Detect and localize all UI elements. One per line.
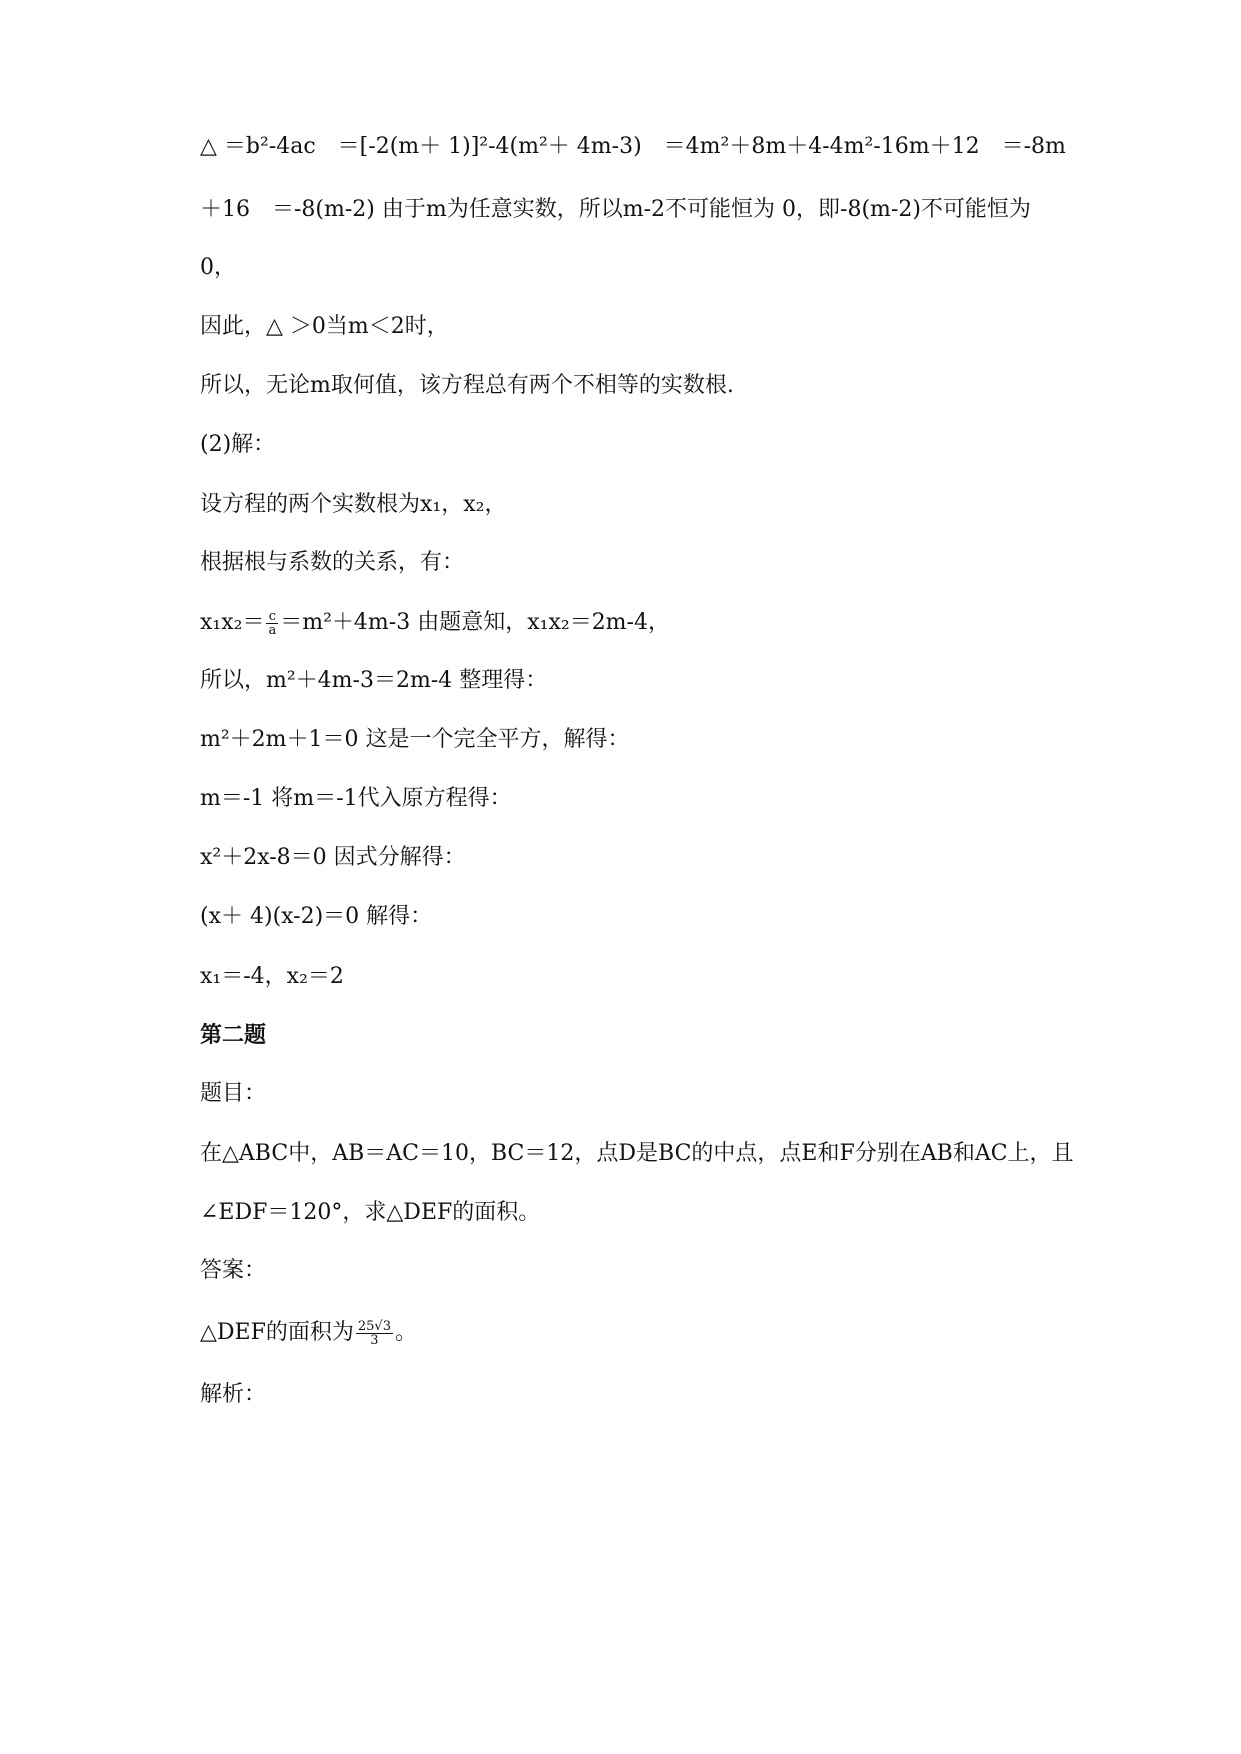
fraction-denominator: a — [268, 622, 277, 638]
text-line: (x＋ 4)(x-2)＝0 解得： — [200, 904, 433, 929]
text-line: m＝-1 将m＝-1代入原方程得： — [200, 786, 512, 811]
part-2-label: (2)解： — [200, 432, 276, 457]
text-fragment: 。 — [395, 1320, 418, 1345]
math-x2: x₂ — [463, 492, 485, 517]
answer-line — [200, 1316, 1091, 1350]
question-text: 在△ABC中，AB＝AC＝10，BC＝12，点D是BC的中点，点E和F分别在AB和AC上，且 — [200, 1141, 1074, 1166]
analysis-label: 解析： — [200, 1382, 267, 1407]
text-fragment: 设方程的两个实数根为 — [200, 492, 421, 517]
math-x1: x₁ — [200, 964, 222, 989]
text-fragment: ＝-4， — [221, 964, 287, 989]
fraction-numerator: 25√3 — [357, 1318, 391, 1334]
text-line: 根据根与系数的关系，有： — [200, 550, 465, 575]
roots-result-line — [200, 960, 1091, 994]
question-text-cont: ∠EDF＝120°，求△DEF的面积。 — [200, 1200, 541, 1225]
discriminant-line: △ ＝b²-4ac ＝[-2(m＋ 1)]²-4(m²＋ 4m-3) ＝4m²＋8m＋4-4m²-16m＋12 ＝-8m — [200, 134, 1066, 159]
section-heading: 第二题 — [200, 1022, 267, 1048]
math-x2: x₂ — [548, 610, 570, 635]
math-x2: x₂ — [286, 964, 308, 989]
fraction-c-over-a — [266, 610, 278, 637]
text-fragment: ＝m²＋4m-3 由题意知， — [280, 610, 528, 635]
text-fragment: ＝2m-4， — [569, 610, 670, 635]
text-line: 所以，无论m取何值，该方程总有两个不相等的实数根. — [200, 373, 734, 398]
math-x2: x₂ — [221, 610, 243, 635]
vieta-line: x₁x₂＝ $\frac{c}{a}$ ＝m²＋4m-3 由题意知，x₁x₂＝2m-4， — [200, 608, 670, 638]
text-line: x²＋2x-8＝0 因式分解得： — [200, 845, 466, 870]
math-x1: x₁ — [200, 610, 222, 635]
text-line: 所以，m²＋4m-3＝2m-4 整理得： — [200, 668, 548, 693]
fraction-numerator: c — [266, 610, 278, 624]
discriminant-line-cont: ＋16 ＝-8(m-2) 由于m为任意实数，所以m-2不可能恒为 0，即-8(m-2)不可能恒为 — [200, 197, 1031, 222]
fraction-denominator: 3 — [370, 1332, 379, 1348]
text-line: 0， — [200, 255, 236, 280]
text-fragment: △DEF的面积为 — [200, 1320, 354, 1345]
roots-definition-line: 设方程的两个实数根为x₁，x₂， — [200, 492, 507, 517]
text-line: 因此，△ ＞0当m＜2时， — [200, 314, 449, 339]
text-fragment: ＝2 — [307, 964, 344, 989]
math-x1: x₁ — [527, 610, 549, 635]
fraction-area — [356, 1320, 393, 1347]
question-label: 题目： — [200, 1081, 267, 1106]
text-line: m²＋2m＋1＝0 这是一个完全平方，解得： — [200, 727, 630, 752]
math-x1: x₁ — [420, 492, 442, 517]
answer-label: 答案： — [200, 1258, 267, 1283]
